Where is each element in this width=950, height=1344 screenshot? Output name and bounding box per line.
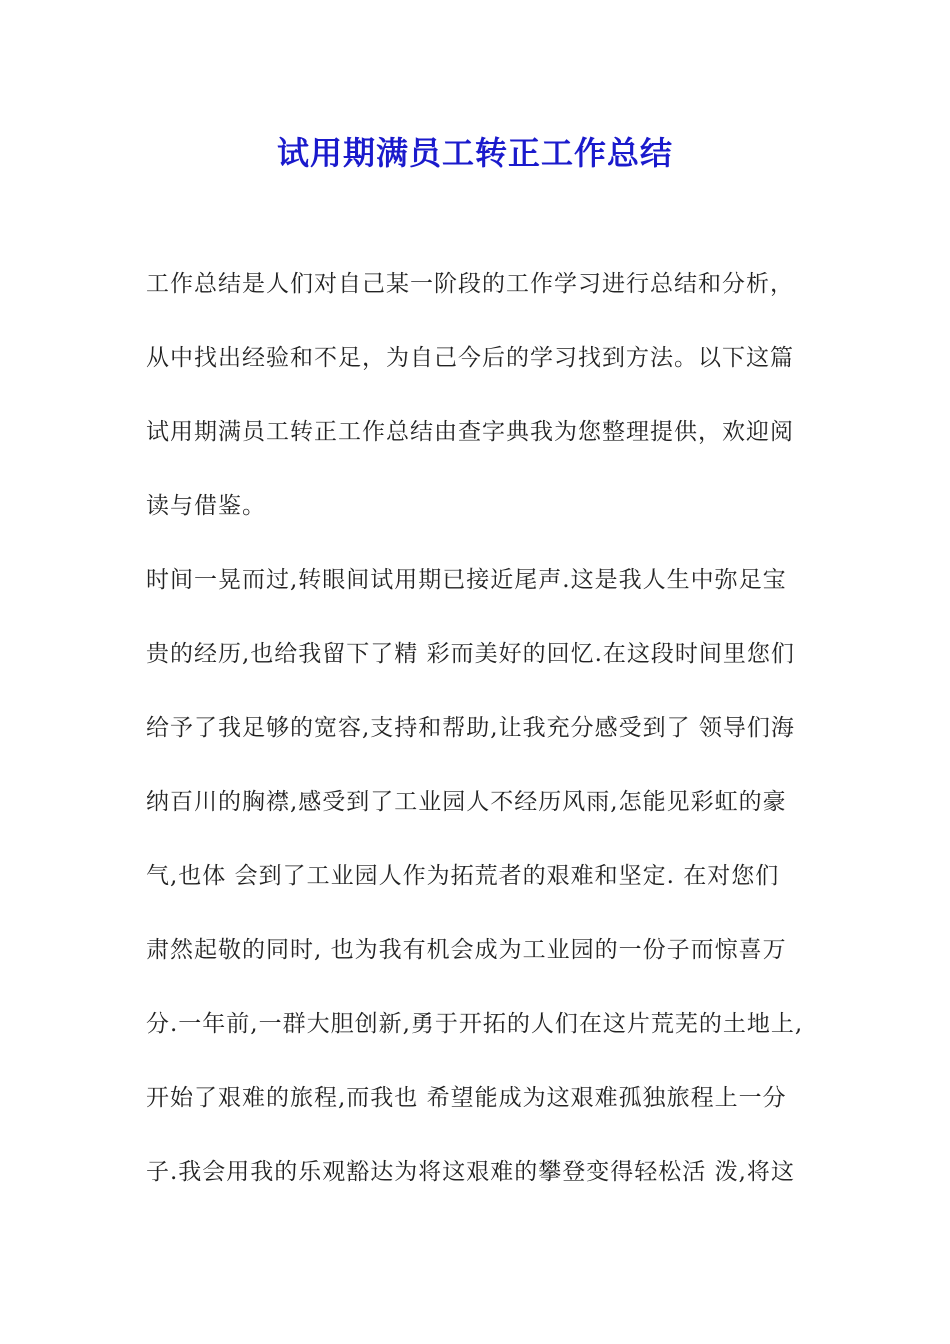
body-line: 贵的经历,也给我留下了精 彩而美好的回忆.在这段时间里您们 [146,641,795,667]
body-line: 给予了我足够的宽容,支持和帮助,让我充分感受到了 领导们海 [146,715,795,741]
document-body [146,264,836,1226]
intro-line: 试用期满员工转正工作总结由查字典我为您整理提供，欢迎阅 [146,419,794,445]
intro-paragraph [146,264,836,560]
body-line: 开始了艰难的旅程,而我也 希望能成为这艰难孤独旅程上一分 [146,1085,787,1111]
body-paragraph [146,560,836,1226]
body-line: 子.我会用我的乐观豁达为将这艰难的攀登变得轻松活 泼,将这 [146,1159,795,1185]
intro-line: 从中找出经验和不足，为自己今后的学习找到方法。以下这篇 [146,345,794,371]
body-line: 时间一晃而过,转眼间试用期已接近尾声.这是我人生中弥足宝 [146,567,787,593]
body-line: 纳百川的胸襟,感受到了工业园人不经历风雨,怎能见彩虹的豪 [146,789,787,815]
document-title: 试用期满员工转正工作总结 [276,134,673,172]
intro-line: 工作总结是人们对自己某一阶段的工作学习进行总结和分析， [146,271,794,297]
body-line: 分.一年前,一群大胆创新,勇于开拓的人们在这片荒芜的土地上, [146,1011,804,1037]
body-line: 气,也体 会到了工业园人作为拓荒者的艰难和坚定. 在对您们 [146,863,780,889]
intro-line: 读与借鉴。 [146,493,266,519]
body-line: 肃然起敬的同时, 也为我有机会成为工业园的一份子而惊喜万 [146,937,787,963]
